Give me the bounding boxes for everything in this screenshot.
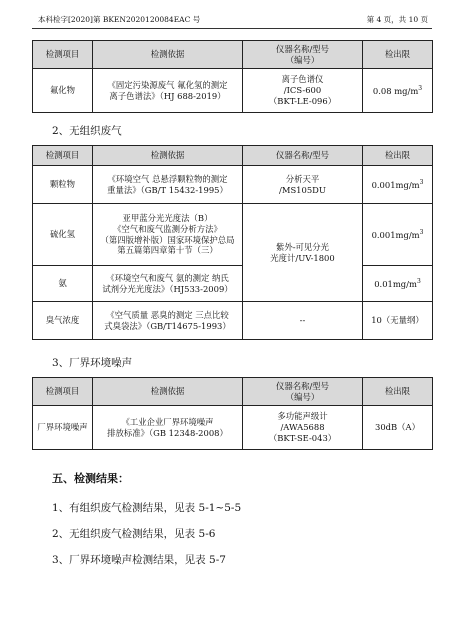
cell-item: 颗粒物 (33, 166, 93, 204)
cell-limit: 30dB（A） (363, 406, 433, 450)
cell-limit: $0.001mg/m^3$ (363, 204, 433, 266)
section-title-fugitive: 2、无组织废气 (52, 125, 122, 137)
table-header-row (33, 378, 433, 406)
cell-item: 硫化氢 (33, 204, 93, 266)
col-header-instrument: 仪器名称/型号 （编号） (243, 378, 363, 406)
cell-item: 氨 (33, 266, 93, 302)
cell-basis: 《环境空气和废气 氨的测定 纳氏 试剂分光光度法》（HJ533-2009） (93, 266, 243, 302)
cell-limit: 10（无量纲） (363, 302, 433, 340)
cell-instrument: 分析天平 /MS105DU (243, 166, 363, 204)
col-header-item: 检测项目 (33, 146, 93, 166)
table-row (33, 406, 433, 450)
section-title-noise: 3、厂界环境噪声 (52, 357, 133, 369)
cell-instrument: 离子色谱仪 /ICS-600 （BKT-LE-096） (243, 69, 363, 113)
col-header-instrument: 仪器名称/型号 (243, 146, 363, 166)
results-heading: 五、检测结果： (52, 472, 129, 485)
result-line: 2、无组织废气检测结果，见表 5-6 (52, 528, 216, 540)
cell-instrument: -- (243, 302, 363, 340)
table-row (33, 302, 433, 340)
cell-instrument: 多功能声级计 /AWA5688 （BKT-SE-043） (243, 406, 363, 450)
col-header-item: 检测项目 (33, 41, 93, 69)
result-line: 1、有组织废气检测结果，见表 5-1~5-5 (52, 502, 242, 514)
table-row (33, 69, 433, 113)
table-header-row (33, 146, 433, 166)
table-organized-exhaust (32, 40, 433, 113)
cell-instrument-shared: 紫外-可见分光 光度计/UV-1800 (243, 204, 363, 302)
cell-limit: 0.08 $mg/m^3$ (363, 69, 433, 113)
cell-basis: 《固定污染源废气 氟化氢的测定 离子色谱法》（HJ 688-2019） (93, 69, 243, 113)
col-header-limit: 检出限 (363, 378, 433, 406)
table-boundary-noise (32, 377, 433, 450)
col-header-basis: 检测依据 (93, 41, 243, 69)
cell-item: 厂界环境噪声 (33, 406, 93, 450)
col-header-limit: 检出限 (363, 41, 433, 69)
cell-item: 臭气浓度 (33, 302, 93, 340)
cell-limit: $0.001mg/m^3$ (363, 166, 433, 204)
table-row (33, 166, 433, 204)
col-header-basis: 检测依据 (93, 378, 243, 406)
page-info: 第 4 页，共 10 页 (366, 15, 428, 24)
cell-basis: 《工业企业厂界环境噪声 排放标准》（GB 12348-2008） (93, 406, 243, 450)
result-line: 3、厂界环境噪声检测结果，见表 5-7 (52, 554, 226, 566)
report-number: 本科检字[2020]第 BKEN2020120084EAC 号 (38, 15, 201, 24)
col-header-limit: 检出限 (363, 146, 433, 166)
col-header-item: 检测项目 (33, 378, 93, 406)
cell-basis: 《空气质量 恶臭的测定 三点比较 式臭袋法》（GB/T14675-1993） (93, 302, 243, 340)
page-header (32, 12, 432, 29)
table-fugitive-exhaust (32, 145, 433, 340)
cell-limit: $0.01mg/m^3$ (363, 266, 433, 302)
cell-basis: 亚甲蓝分光光度法（B） 《空气和废气监测分析方法》 （第四版增补版）国家环境保护总局 第五篇第四章第十节（三） (93, 204, 243, 266)
cell-item: 氟化物 (33, 69, 93, 113)
table-row (33, 204, 433, 266)
col-header-basis: 检测依据 (93, 146, 243, 166)
col-header-instrument: 仪器名称/型号 （编号） (243, 41, 363, 69)
table-row (33, 266, 433, 302)
table-header-row (33, 41, 433, 69)
cell-basis: 《环境空气 总悬浮颗粒物的测定 重量法》（GB/T 15432-1995） (93, 166, 243, 204)
